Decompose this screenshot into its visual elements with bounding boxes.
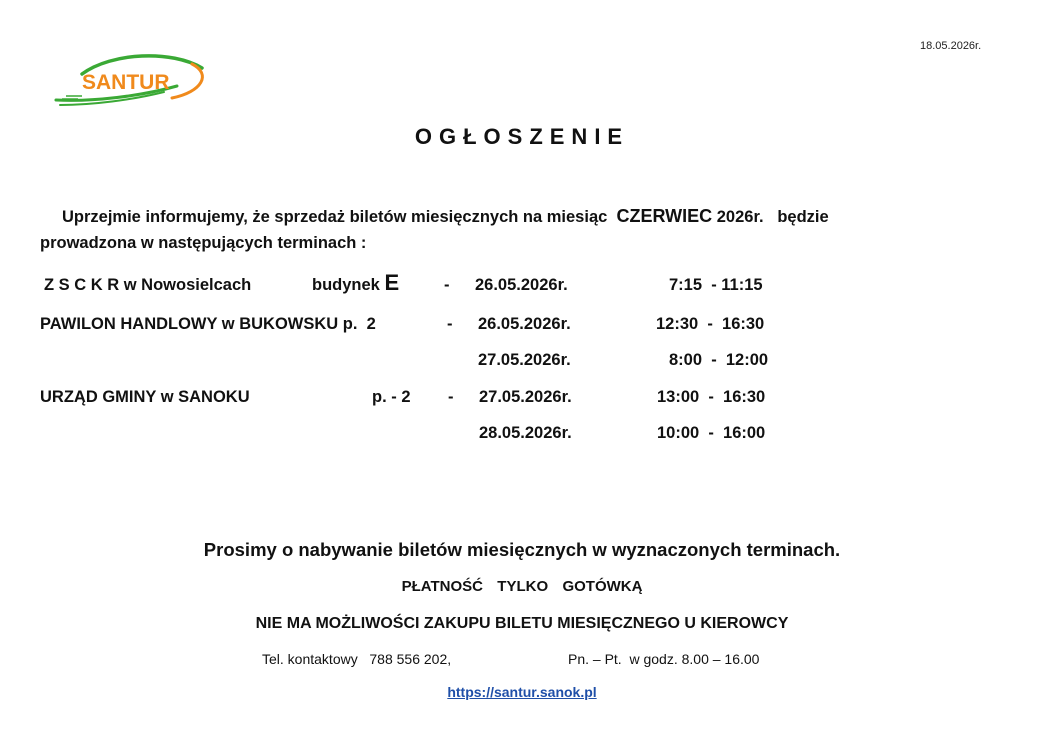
building-letter: E (384, 270, 400, 295)
page-title: OGŁOSZENIE (414, 124, 630, 149)
room-number: p. - 2 (372, 388, 411, 406)
sale-date: 26.05.2026r. (478, 315, 571, 333)
intro-line-2: prowadzona w następujących terminach : (40, 234, 367, 252)
no-driver-purchase-notice: NIE MA MOŻLIWOŚCI ZAKUPU BILETU MIESIĘCZNEGO U KIEROWCY (255, 615, 789, 632)
document-date: 18.05.2026r. (920, 40, 982, 52)
sale-date: 27.05.2026r. (478, 351, 571, 369)
dash: - (448, 388, 454, 406)
santur-logo (52, 52, 212, 112)
sale-date: 28.05.2026r. (479, 424, 572, 442)
intro-text-end: będzie (777, 208, 829, 226)
sale-hours: 10:00 - 16:00 (657, 424, 766, 442)
location-sanok: URZĄD GMINY w SANOKU (40, 388, 250, 406)
sale-date: 26.05.2026r. (475, 276, 568, 294)
month-year: 2026r. (716, 208, 764, 226)
sale-hours: 8:00 - 12:00 (669, 351, 769, 369)
sale-date: 27.05.2026r. (479, 388, 572, 406)
location-nowosielce: Z S C K R w Nowosielcach (44, 276, 252, 294)
month-name: CZERWIEC (616, 206, 713, 226)
intro-text: Uprzejmie informujemy, że sprzedaż biletów miesięcznych na miesiąc (62, 208, 608, 226)
svg-text:SANTUR: SANTUR (82, 71, 170, 94)
location-bukowsko: PAWILON HANDLOWY w BUKOWSKU p. 2 (40, 315, 376, 333)
intro-paragraph (40, 203, 980, 256)
sale-hours: 7:15 - 11:15 (669, 276, 763, 294)
dash: - (444, 276, 450, 294)
sale-hours: 12:30 - 16:30 (656, 315, 765, 333)
payment-notice: PŁATNOŚĆ TYLKO GOTÓWKĄ (401, 578, 643, 595)
website-link-container (0, 684, 1044, 700)
building-label: budynek E (312, 270, 400, 295)
website-link[interactable]: https://santur.sanok.pl (447, 684, 597, 700)
dash: - (447, 315, 453, 333)
plea-text: Prosimy o nabywanie biletów miesięcznych w wyznaczonych terminach. (203, 539, 841, 560)
contact-phone: Tel. kontaktowy 788 556 202, (262, 651, 452, 667)
office-hours: Pn. – Pt. w godz. 8.00 – 16.00 (568, 651, 760, 667)
sale-hours: 13:00 - 16:30 (657, 388, 766, 406)
